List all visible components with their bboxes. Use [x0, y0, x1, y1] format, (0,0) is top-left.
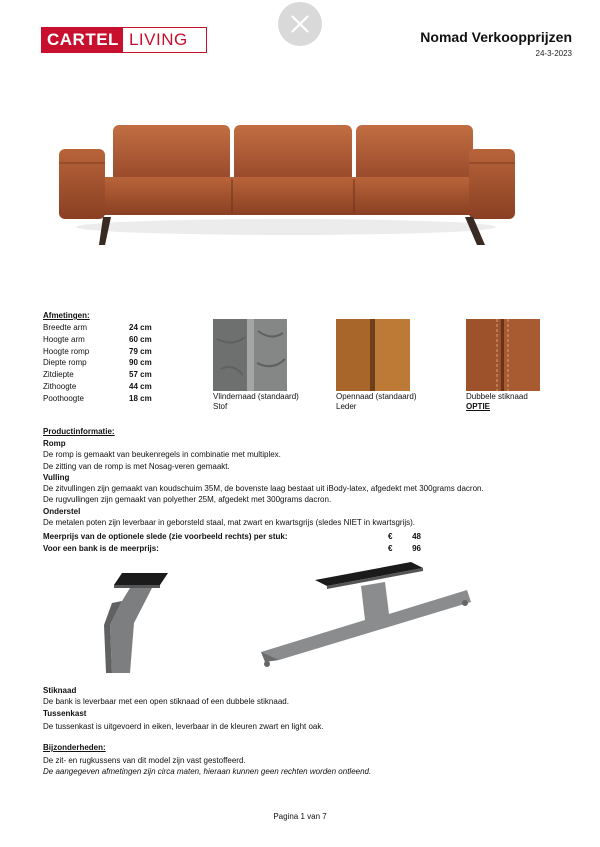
- close-button[interactable]: [278, 2, 322, 46]
- dimension-label: Diepte romp: [43, 358, 87, 368]
- swatch-double-stitch-image: [466, 319, 540, 391]
- dimension-value: 60 cm: [129, 334, 152, 344]
- vulling-text-1: De zitvullingen zijn gemaakt van koudschuim 35M, de bovenste laag bestaat uit iBody-latex, afgedekt met 300grams dacron.: [43, 484, 484, 494]
- swatch-fabric-material: Stof: [213, 402, 228, 411]
- swatch-double-stitch-caption: [466, 392, 528, 412]
- document-title: Nomad Verkoopprijzen: [420, 29, 572, 45]
- swatch-fabric-caption: [213, 392, 299, 412]
- price-sled-label: Meerprijs van de optionele slede (zie voorbeeld rechts) per stuk:: [43, 532, 288, 541]
- stiknaad-section: [43, 685, 324, 732]
- romp-heading: Romp: [43, 439, 66, 448]
- dimension-value: 79 cm: [129, 346, 152, 356]
- dimension-label: Hoogte romp: [43, 346, 90, 356]
- dimension-value: 44 cm: [129, 381, 152, 391]
- stiknaad-heading: Stiknaad: [43, 686, 77, 695]
- logo-cartel-text: CARTEL: [42, 28, 123, 52]
- romp-text-2: De zitting van de romp is met Nosag-veren gemaakt.: [43, 461, 230, 471]
- romp-text-1: De romp is gemaakt van beukenregels in combinatie met multiplex.: [43, 450, 281, 460]
- product-info-heading: Productinformatie:: [43, 427, 115, 436]
- swatch-leather-open-seam-image: [336, 319, 410, 391]
- swatch-leather-material: Leder: [336, 402, 357, 411]
- vulling-text-2: De rugvullingen zijn gemaakt van polyether 25M, afgedekt met 300grams dacron.: [43, 495, 332, 505]
- dimensions-heading: Afmetingen:: [43, 311, 90, 320]
- dimension-label: Zithoogte: [43, 381, 77, 391]
- stiknaad-text: De bank is leverbaar met een open stiknaad of een dubbele stiknaad.: [43, 697, 289, 707]
- dimension-row: [43, 369, 152, 381]
- close-icon: [290, 14, 310, 34]
- details-text-1: De zit- en rugkussens van dit model zijn vast gestoffeerd.: [43, 756, 246, 765]
- swatch-leather-title: Opennaad (standaard): [336, 392, 417, 401]
- dimension-row: [43, 381, 152, 393]
- price-sled-currency: €: [388, 532, 393, 541]
- dimension-value: 24 cm: [129, 323, 152, 332]
- tussenkast-heading: Tussenkast: [43, 708, 87, 718]
- dimension-row: [43, 357, 152, 369]
- dimension-label: Hoogte arm: [43, 334, 85, 344]
- product-info-body: [43, 438, 484, 528]
- dimension-value: 57 cm: [129, 370, 152, 380]
- dimension-value: 90 cm: [129, 358, 152, 368]
- leg-sled-image: [253, 556, 478, 676]
- swatch-fabric-image: [213, 319, 287, 391]
- dimension-label: Poothoogte: [43, 393, 84, 403]
- dimension-row: [43, 334, 152, 346]
- tussenkast-text: De tussenkast is uitgevoerd in eiken, leverbaar in de kleuren zwart en light oak.: [43, 721, 324, 731]
- dimensions-table: [43, 322, 152, 405]
- price-sled-value: 48: [412, 532, 421, 541]
- logo-living-text: LIVING: [128, 30, 188, 49]
- sofa-image: [57, 105, 515, 255]
- swatch-fabric-title: Vlindernaad (standaard): [213, 392, 299, 401]
- document-date: 24-3-2023: [535, 49, 572, 58]
- onderstel-heading: Onderstel: [43, 506, 81, 516]
- vulling-heading: Vulling: [43, 472, 70, 482]
- dimension-row: [43, 393, 152, 405]
- page-number: Pagina 1 van 7: [273, 812, 327, 821]
- details-body: [43, 755, 371, 778]
- leg-standard-image: [100, 563, 175, 678]
- details-text-2: De aangegeven afmetingen zijn circa maten, hieraan kunnen geen rechten worden ontleend.: [43, 767, 372, 777]
- dimension-value: 18 cm: [129, 393, 152, 403]
- swatch-option-label: OPTIE: [466, 402, 491, 411]
- price-bank-label: Voor een bank is de meerprijs:: [43, 544, 159, 553]
- swatch-double-stitch-title: Dubbele stiknaad: [466, 392, 528, 401]
- price-bank-currency: €: [388, 544, 393, 553]
- onderstel-text: De metalen poten zijn leverbaar in geborsteld staal, mat zwart en kwartsgrijs (sledes NIET in kwartsgrijs).: [43, 518, 415, 528]
- price-bank-value: 96: [412, 544, 421, 553]
- dimension-row: [43, 322, 152, 334]
- dimension-label: Zitdiepte: [43, 370, 74, 380]
- dimension-row: [43, 346, 152, 358]
- details-heading: Bijzonderheden:: [43, 743, 106, 752]
- dimension-label: Breedte arm: [43, 323, 88, 332]
- brand-logo: [41, 27, 207, 53]
- swatch-leather-caption: [336, 392, 417, 412]
